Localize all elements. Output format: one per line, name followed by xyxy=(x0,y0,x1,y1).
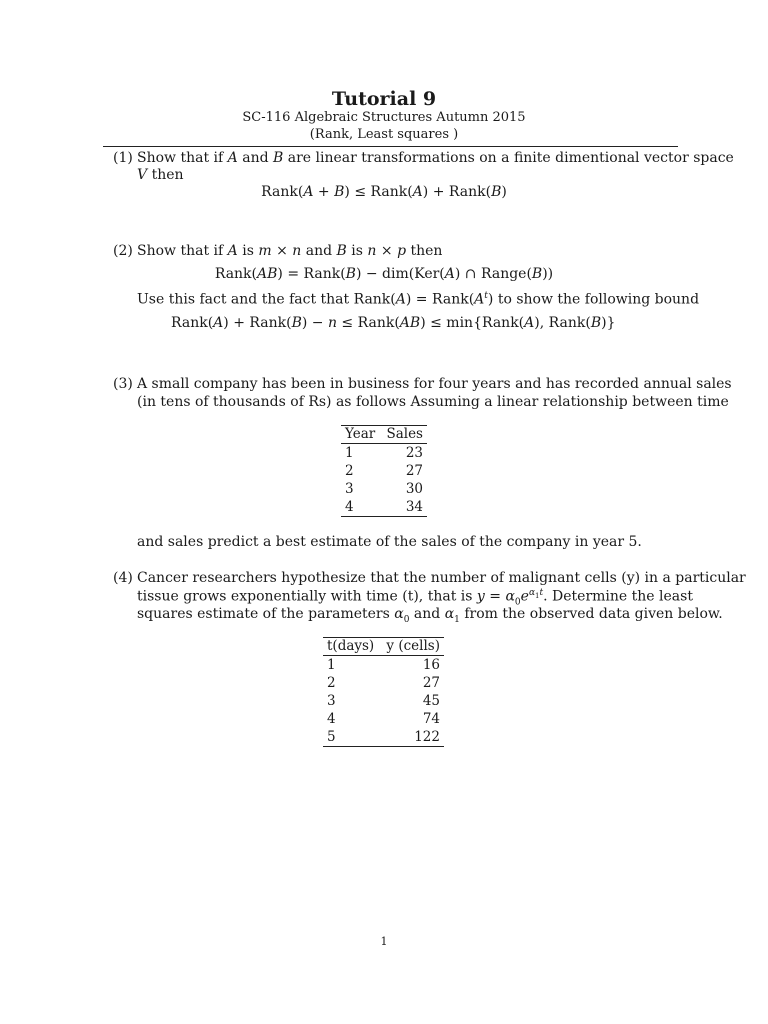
q3-text-line-3: and sales predict a best estimate of the sales of the company in year 5. xyxy=(137,534,642,550)
table-cell: 2 xyxy=(327,675,336,691)
table-cell: 1 xyxy=(345,445,354,461)
q1-text-line-1: Show that if A and B are linear transformations on a finite dimentional vector space xyxy=(137,150,734,166)
table-row xyxy=(341,462,427,480)
table-cell: 30 xyxy=(405,481,423,497)
table-row xyxy=(341,498,427,517)
q2-formula-2: Rank(A) + Rank(B) − n ≤ Rank(AB) ≤ min{Rank(A), Rank(B)} xyxy=(171,315,616,331)
table-cell: 5 xyxy=(327,729,336,745)
course-name: SC-116 Algebraic Structures Autumn 2015 xyxy=(242,110,526,125)
table-cell: 122 xyxy=(414,729,440,745)
q4-text-line-2: tissue grows exponentially with time (t), that is $y = \alpha_0e^{\alpha_1t}$. Determine the least xyxy=(137,588,693,608)
q4-text-line-1: Cancer researchers hypothesize that the number of malignant cells (y) in a particular xyxy=(137,570,746,586)
q2-formula-1: Rank(AB) = Rank(B) − dim(Ker(A) ∩ Range(B)) xyxy=(214,266,554,282)
q2-text-line-2: Use this fact and the fact that Rank(A) = $Rank(A^t)$ to show the following bound xyxy=(137,291,700,308)
table-cell: 1 xyxy=(327,657,336,673)
cells-table xyxy=(323,637,444,747)
table-cell: 4 xyxy=(345,499,354,515)
table-row xyxy=(341,480,427,498)
q3-text-line-1: A small company has been in business for four years and has recorded annual sales xyxy=(137,376,732,392)
q1-number: (1) xyxy=(113,150,133,166)
header-rule xyxy=(103,146,678,147)
q3-number: (3) xyxy=(113,376,133,392)
table-cell: 3 xyxy=(327,693,336,709)
table-cell: 27 xyxy=(422,675,440,691)
table-cell: 23 xyxy=(405,445,423,461)
table-header-row xyxy=(323,638,444,656)
topic-subtitle: (Rank, Least squares ) xyxy=(309,127,459,142)
q3-text-line-2: (in tens of thousands of Rs) as follows Assuming a linear relationship between time xyxy=(137,394,729,410)
table-row xyxy=(323,728,444,747)
table-cell: 27 xyxy=(405,463,423,479)
q2-text-line-1: Show that if A is m × n and B is n × p then xyxy=(137,243,443,259)
table-row xyxy=(341,444,427,463)
q1-text-line-2: V then xyxy=(137,167,184,183)
table-cell: 34 xyxy=(405,499,423,515)
table-row xyxy=(323,692,444,710)
table-cell: 3 xyxy=(345,481,354,497)
table-header: y (cells) xyxy=(386,638,440,654)
table-header: Sales xyxy=(386,426,423,442)
table-cell: 45 xyxy=(422,693,440,709)
table-header: t(days) xyxy=(327,638,375,654)
q4-number: (4) xyxy=(113,570,133,586)
table-cell: 4 xyxy=(327,711,336,727)
table-row xyxy=(323,674,444,692)
sales-table xyxy=(341,425,427,517)
table-cell: 16 xyxy=(422,657,440,673)
table-row xyxy=(323,656,444,675)
q4-text-line-3: squares estimate of the parameters $\alpha_0$ and $\alpha_1$ from the observed data given below. xyxy=(137,606,723,625)
table-header-row xyxy=(341,426,427,444)
page-title: Tutorial 9 xyxy=(331,88,437,110)
q1-formula: Rank(A + B) ≤ Rank(A) + Rank(B) xyxy=(261,184,507,200)
page-number: 1 xyxy=(380,935,388,948)
table-cell: 2 xyxy=(345,463,354,479)
table-row xyxy=(323,710,444,728)
q2-number: (2) xyxy=(113,243,133,259)
table-cell: 74 xyxy=(422,711,440,727)
table-header: Year xyxy=(345,426,376,442)
